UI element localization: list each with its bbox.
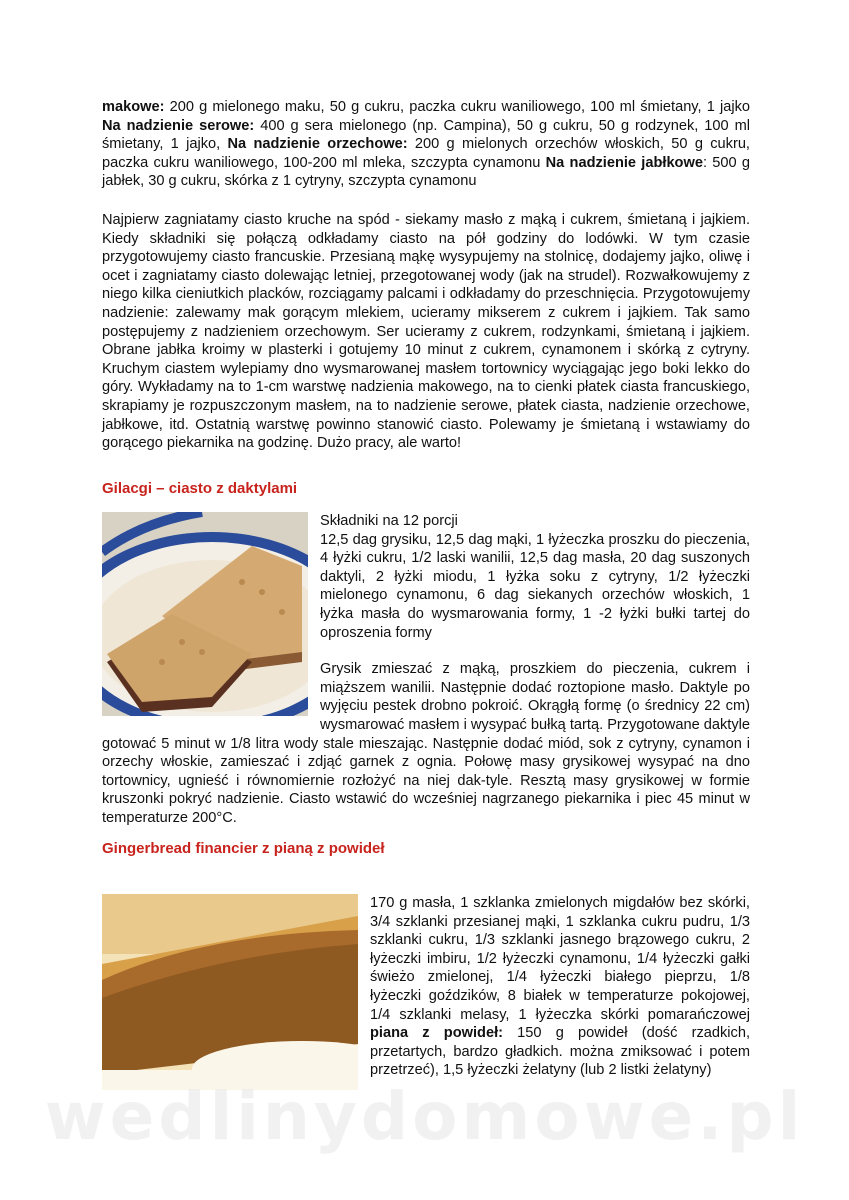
recipe-method: Grysik zmieszać z mąką, proszkiem do pieczenia, cukrem i miąższem wanilii. Następnie dodać roztopione masło. Daktyle po wyjęciu pestek drobno pokroić. Okrągłą formę (o średnicy 22 cm) wysmarować masłem i wysypać bułką tartą. Przygotowane daktyle gotować 5 minut w 1/8 litra wody stale mieszając. Następnie dodać miód, sok z cytryny, cynamon i orzechy włoskie, zamieszać i zdjąć garnek z ognia. Połowę masy grysikowej wysypać na dno tortownicy, ugnieść i równomiernie rozłożyć na niej dak-tyle. Resztą masy grysikowej w formie kruszonki pokryć nadzienie. Ciasto wstawić do wcześniej nagrzanego piekarnika i piec 45 minut w temperaturze 200°C. xyxy=(102,661,750,826)
apple-filling-label: Na nadzienie jabłkowe xyxy=(545,154,703,171)
intro-block xyxy=(102,98,750,453)
recipe-title: Gingerbread financier z pianą z powideł xyxy=(102,840,385,857)
recipe-gilacgi xyxy=(102,480,750,828)
recipe-ingredients: 12,5 dag grysiku, 12,5 dag mąki, 1 łyżeczka proszku do pieczenia, 4 łyżki cukru, 1/2 laski wanilii, 12,5 dag masła, 20 dag suszonych daktyli, 2 łyżki miodu, 1 łyżka soku z cytryny, 1/2 łyżeczki mielonego cynamonu, 6 dag siekanych orzechów włoskich, 1 łyżka masła do wysmarowania formy, 1 -2 łyżki bułki tartej do oproszenia formy xyxy=(320,531,750,641)
watermark: wedlinydomowe.pl xyxy=(44,1078,805,1155)
nut-filling-label: Na nadzienie orzechowe: xyxy=(227,136,408,153)
foam-label: piana z powideł: xyxy=(370,1025,503,1042)
servings-line: Składniki na 12 porcji xyxy=(320,513,458,529)
recipe-ingredients: 170 g masła, 1 szklanka zmielonych migdałów bez skórki, 3/4 szklanki przesianej mąki, 1 szklanka cukru pudru, 1/3 szklanki cukru, 1/3 szklanki jasnego brązowego cukru, 2 łyżeczki imbiru, 1/2 łyżeczki cynamonu, 1/4 łyżeczki gałki świeżo zmielonej, 1/4 łyżeczki białego pieprzu, 1/8 łyżeczki goździków, 8 białek w temperaturze pokojowej, 1/4 szklanki melasy, 1 łyżeczka skórki pomarańczowej piana z powideł: 150 g powideł (dość rzadkich, przetartych, bardzo gładkich. można zmiksować i potem przetrzeć), 1,5 łyżeczki żelatyny (lub 2 listki żelatyny) xyxy=(370,895,750,1079)
recipe-title: Gilacgi – ciasto z daktylami xyxy=(102,480,298,497)
cheese-filling-label: Na nadzienie serowe: xyxy=(102,117,255,134)
ingredients-paragraph: makowe: 200 g mielonego maku, 50 g cukru, paczka cukru waniliowego, 100 ml śmietany, 1 jajko Na nadzienie serowe: 400 g sera mielonego (np. Campina), 50 g cukru, 50 g rodzynek, 100 ml śmietany, 1 jajko, Na nadzienie orzechowe: 200 g mielonych orzechów włoskich, 50 g cukru, paczka cukru waniliowego, 100-200 ml mleka, szczypta cynamonu Na nadzienie jabłkowe: 500 g jabłek, 30 g cukru, skórka z 1 cytryny, szczypta cynamonu xyxy=(102,99,750,190)
method-paragraph: Najpierw zagniatamy ciasto kruche na spód - siekamy masło z mąką i cukrem, śmietaną i jajkiem. Kiedy składniki się połączą odkładamy ciasto na pół godziny do lodówki. W tym czasie przygotowujemy ciasto francuskie. Przesianą mąkę wysypujemy na stolnicę, dodajemy jajko, oliwę i ocet i zagniatamy ciasto dolewając letniej, przegotowanej wody (jak na strudel). Rozwałkowujemy z niego kilka cieniutkich placków, rozciągamy palcami i odkładamy do przeschnięcia. Przygotowujemy nadzienie: zalewamy mak gorącym mlekiem, ucieramy mikserem z cukrem i jajkiem. Tak samo postępujemy z nadzieniem orzechowym. Ser ucieramy z cukrem, rodzynkami, śmietaną i jajkiem. Obrane jabłka kroimy w plasterki i gotujemy 10 minut z cukrem, cynamonem i skórką z cytryny. Kruchym ciastem wylepiamy dno wysmarowanej masłem tortownicy wyciągając jego boki lekko do góry. Wykładamy na to 1-cm warstwę nadzienia makowego, na to cienki płatek ciasta francuskiego, skrapiamy je rozpuszczonym masłem, na to nadzienie serowe, płatek ciasta, nadzienie orzechowe, jabłkowe, itd. Ostatnią warstwę powinno stanowić ciasto. Polewamy je śmietaną i wstawiamy do gorącego piekarnika na godzinę. Dużo pracy, ale warto! xyxy=(102,211,750,452)
poppy-filling-label: makowe: xyxy=(102,99,165,115)
recipe-gingerbread-financier xyxy=(102,840,750,1094)
gilacgi-cake-photo xyxy=(102,512,308,716)
gingerbread-financier-photo xyxy=(102,894,358,1090)
